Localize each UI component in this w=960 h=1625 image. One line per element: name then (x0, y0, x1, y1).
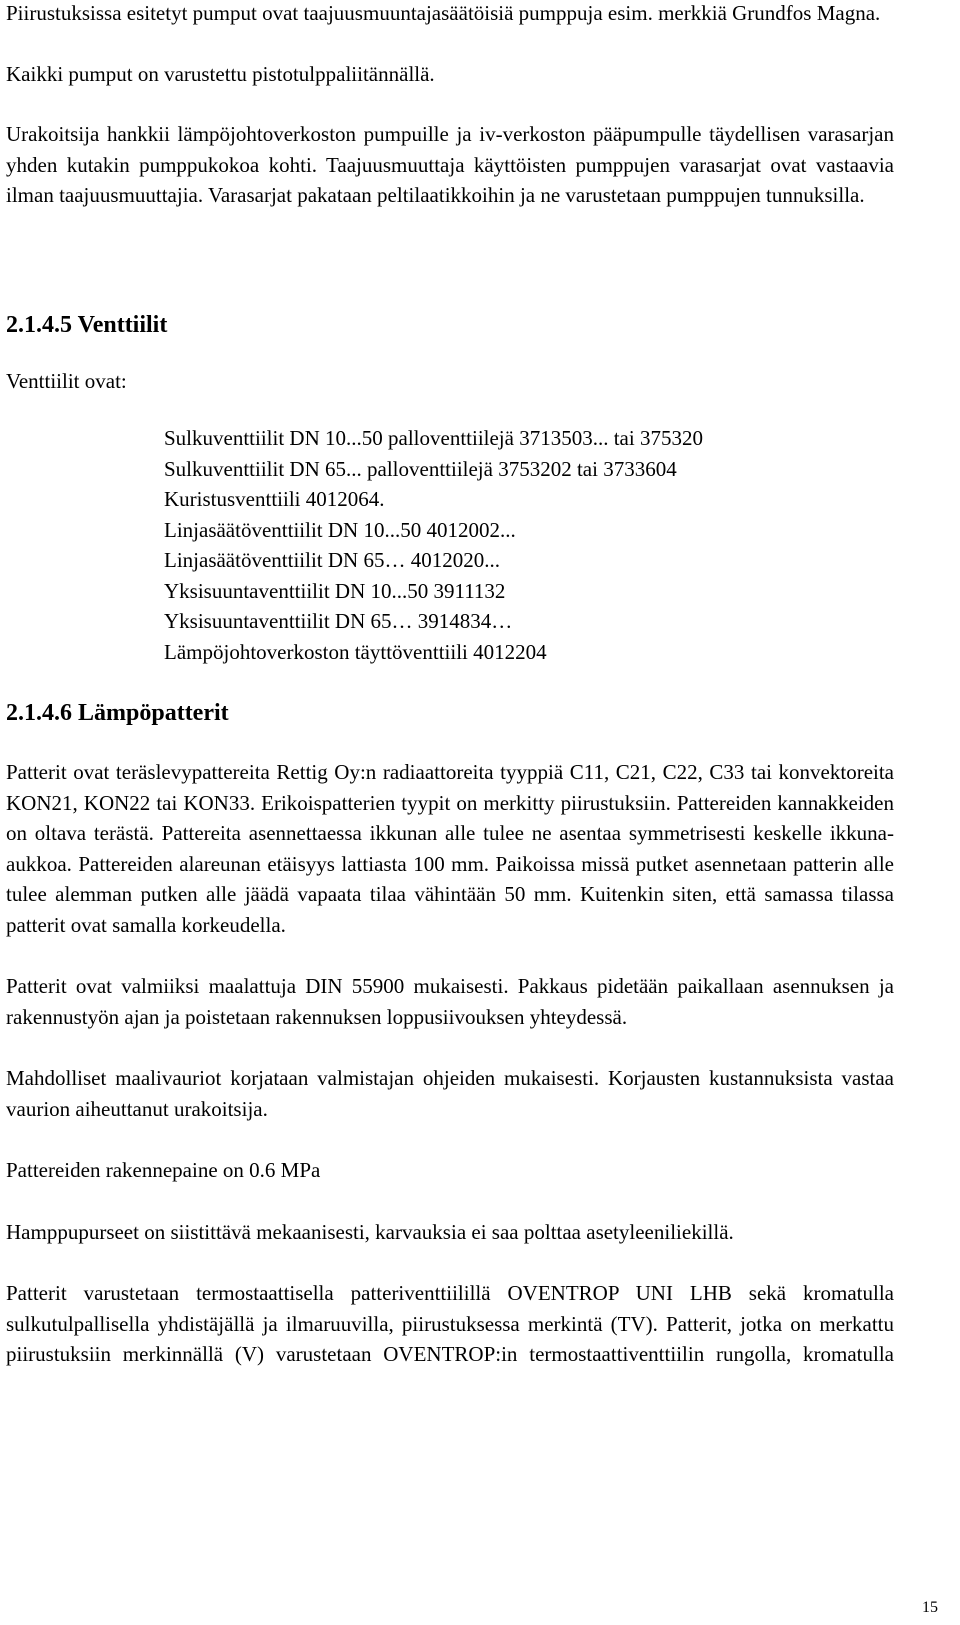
page-number: 15 (922, 1599, 938, 1616)
list-item: Sulkuventtiilit DN 10...50 palloventtiilejä 3713503... tai 375320 (164, 426, 703, 450)
pumps-section (6, 0, 894, 211)
lampopatterit-paragraph-5: Hamppupurseet on siistittävä mekaanisesti, karvauksia ei saa polttaa asetyleeniliekillä. (6, 1219, 734, 1244)
list-item: Linjasäätöventtiilit DN 10...50 4012002... (164, 517, 516, 542)
lampopatterit-section (6, 757, 894, 1401)
pumps-paragraph-2: Kaikki pumput on varustettu pistotulppaliitännällä. (6, 61, 435, 86)
list-item: Kuristusventtiili 4012064. (164, 487, 385, 511)
list-item: Yksisuuntaventtiilit DN 10...50 3911132 (164, 578, 506, 603)
pumps-paragraph-1: Piirustuksissa esitetyt pumput ovat taajuusmuuntajasäätöisiä pumppuja esim. merkkiä Grundfos Magna. (6, 1, 881, 25)
section-heading-venttiilit: 2.1.4.5 Venttiilit (6, 312, 168, 338)
lampopatterit-paragraph-3: Mahdolliset maalivauriot korjataan valmistajan ohjeiden mukaisesti. Korjausten kustannuksista vastaa vaurion aiheuttanut urakoitsija. (6, 1066, 894, 1121)
lampopatterit-paragraph-1: Patterit ovat teräslevypattereita Rettig Oy:n radiaattoreita tyyppiä C11, C21, C22, C33 tai konvektoreita KON21, KON22 tai KON33. Erikoispatterien tyypit on merkitty piirustuksiin. Pattereiden kannakkeiden on oltava terästä. Pattereita asennettaessa ikkunan alle tulee ne asentaa symmetrisesti keskelle ikkuna-aukkoa. Pattereiden alareunan etäisyys lattiasta 100 mm. Paikoissa missä putket asennetaan patterin alle tulee alemman putken alle jäädä vapaata tilaa vähintään 50 mm. Kuitenkin siten, että samassa tilassa patterit ovat samalla korkeudella. (6, 760, 894, 937)
list-item: Sulkuventtiilit DN 65... palloventtiilejä 3753202 tai 3733604 (164, 456, 677, 481)
venttiilit-intro: Venttiilit ovat: (6, 369, 127, 393)
lampopatterit-paragraph-6: Patterit varustetaan termostaattisella patteriventtiilillä OVENTROP UNI LHB sekä kromatulla sulkutulpallisella yhdistäjällä ja ilmaruuvilla, piirustuksessa merkintä (TV). Patterit, jotka on merkattu piirustuksiin merkinnällä (V) varustetaan OVENTROP:in termostaattiventtiilin rungolla, kromatulla (6, 1281, 894, 1366)
section-heading-lampopatterit: 2.1.4.6 Lämpöpatterit (6, 700, 229, 726)
pumps-paragraph-3: Urakoitsija hankkii lämpöjohtoverkoston pumpuille ja iv-verkoston pääpumpulle täydellisen varasarjan yhden kutakin pumppukokoa kohti. Taajuusmuuttaja käyttöisten pumppujen varasarjat ovat vastaavia ilman taajuusmuuttajia. Varasarjat pakataan peltilaatikkoihin ja ne varustetaan pumppujen tunnuksilla. (6, 122, 894, 207)
lampopatterit-paragraph-4: Pattereiden rakennepaine on 0.6 MPa (6, 1158, 321, 1182)
list-item: Lämpöjohtoverkoston täyttöventtiili 4012204 (164, 639, 547, 664)
valve-list (164, 423, 703, 667)
list-item: Linjasäätöventtiilit DN 65… 4012020... (164, 548, 500, 572)
list-item: Yksisuuntaventtiilit DN 65… 3914834… (164, 609, 513, 633)
lampopatterit-paragraph-2: Patterit ovat valmiiksi maalattuja DIN 55900 mukaisesti. Pakkaus pidetään paikallaan asennuksen ja rakennustyön ajan ja poistetaan rakennuksen loppusiivouksen yhteydessä. (6, 974, 894, 1029)
